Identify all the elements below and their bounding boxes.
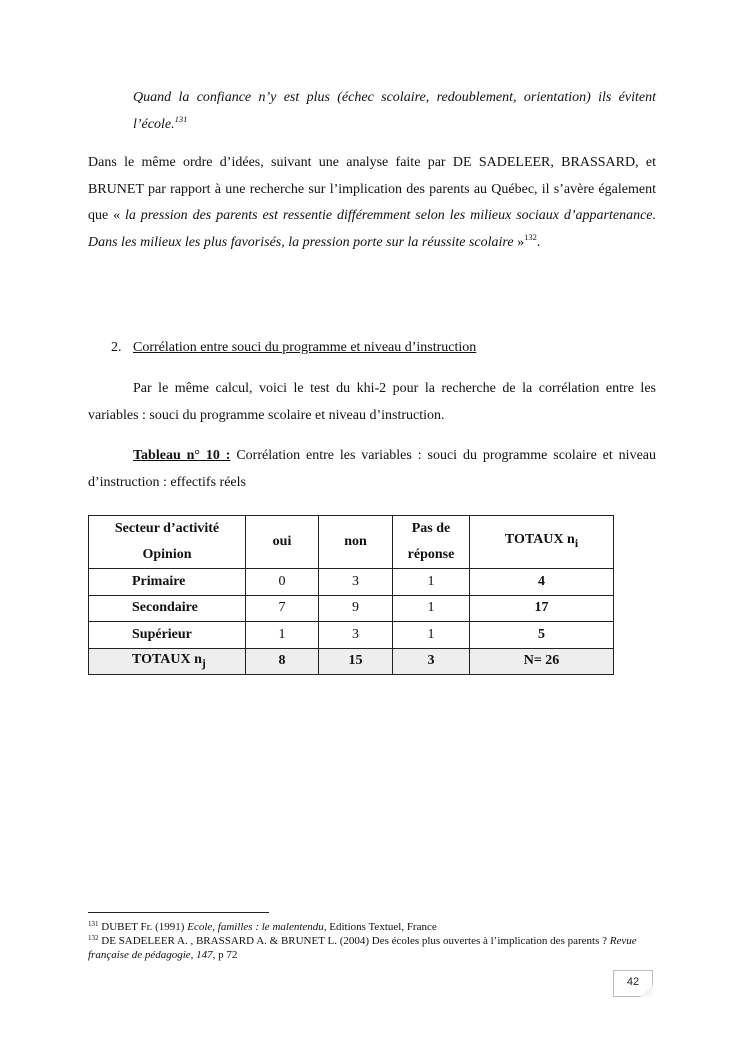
paragraph1-quote: la pression des parents est ressentie différemment selon les milieux sociaux d’appartenance. Dans les milieux les plus favorisés, la pression porte sur la réussite scolaire — [88, 208, 657, 250]
section-number: 2. — [111, 340, 122, 355]
total-oui: 8 — [246, 648, 319, 675]
table-header-row — [89, 516, 614, 569]
header-totaux-sub: i — [574, 536, 579, 550]
grand-total: N= 26 — [470, 648, 614, 675]
table-caption-label: Tableau n° 10 : — [133, 448, 231, 463]
footnote-ref-132[interactable]: 132 — [524, 231, 537, 242]
table-totals-row — [89, 648, 614, 675]
footnote-ref-131[interactable]: 131 — [174, 113, 188, 124]
cell-non: 3 — [319, 569, 393, 596]
cell-pdr: 1 — [393, 569, 470, 596]
cell-total: 4 — [470, 569, 614, 596]
footnote-text-end: Editions Textuel, France — [326, 921, 437, 933]
footnote-number: 132 — [88, 934, 99, 942]
cell-total: 17 — [470, 595, 614, 622]
header-oui: oui — [246, 516, 319, 569]
paragraph1-end: . — [536, 234, 541, 250]
table-row — [89, 569, 614, 596]
header-pdr-line1: Pas de — [411, 521, 451, 536]
footnote-132 — [88, 934, 656, 962]
table-caption — [88, 443, 656, 496]
cell-total: 5 — [470, 622, 614, 649]
header-non: non — [319, 516, 393, 569]
header-totaux-ni — [470, 516, 614, 569]
page-number: 42 — [626, 976, 640, 988]
row-label: Supérieur — [89, 622, 246, 649]
row-label: Secondaire — [89, 595, 246, 622]
section-title: Corrélation entre souci du programme et niveau d’instruction — [133, 340, 477, 355]
total-non: 15 — [319, 648, 393, 675]
header-totaux-label: TOTAUX n — [504, 532, 575, 548]
table-row — [89, 595, 614, 622]
paragraph1-close: » — [513, 234, 525, 250]
totals-label-cell — [89, 648, 246, 675]
total-pdr: 3 — [393, 648, 470, 675]
paragraph-khi2: Par le même calcul, voici le test du khi-2 pour la recherche de la corrélation entre les variables : souci du programme scolaire et niveau d’instruction. — [88, 381, 656, 423]
header-pdr-line2: réponse — [407, 547, 455, 562]
footnote-text: DUBET Fr. (1991) — [98, 921, 188, 933]
table-row — [89, 622, 614, 649]
totals-label-sub: j — [201, 657, 206, 671]
footnote-title: Revue française de pédagogie, 147 — [88, 935, 637, 961]
paragraph1-intro: Dans le même ordre d’idées, suivant une analyse faite par DE SADELEER, BRASSARD, et BRUNET par rapport à une recherche sur l’implication des parents au Québec, il s’avère également que « — [88, 155, 656, 223]
cell-pdr: 1 — [393, 595, 470, 622]
cell-pdr: 1 — [393, 622, 470, 649]
header-corner-line1: Secteur d’activité — [114, 521, 220, 536]
quote-text: Quand la confiance n’y est plus (échec scolaire, redoublement, orientation) ils évitent l’école. — [133, 90, 656, 132]
footnote-text-end: , p 72 — [212, 949, 238, 961]
table-caption-text: Corrélation entre les variables : souci du programme scolaire et niveau d’instruction : effectifs réels — [88, 448, 656, 490]
header-corner-cell — [89, 516, 246, 569]
footnote-separator — [88, 912, 269, 913]
row-label: Primaire — [89, 569, 246, 596]
footnote-text: DE SADELEER A. , BRASSARD A. & BRUNET L. (2004) Des écoles plus ouvertes à l’implication des parents ? — [98, 935, 610, 947]
section-heading — [111, 340, 476, 356]
cell-non: 9 — [319, 595, 393, 622]
totals-label: TOTAUX n — [132, 652, 202, 668]
cell-oui: 7 — [246, 595, 319, 622]
cell-non: 3 — [319, 622, 393, 649]
paragraph-implication-parents — [88, 150, 656, 256]
cell-oui: 1 — [246, 622, 319, 649]
footnote-131 — [88, 920, 656, 934]
footnote-title: Ecole, familles : le malentendu, — [187, 921, 327, 933]
header-corner-line2: Opinion — [142, 547, 192, 562]
block-quote — [133, 85, 656, 138]
cell-oui: 0 — [246, 569, 319, 596]
correlation-table — [88, 515, 614, 675]
footnote-number: 131 — [88, 920, 99, 928]
header-pas-de-reponse — [393, 516, 470, 569]
